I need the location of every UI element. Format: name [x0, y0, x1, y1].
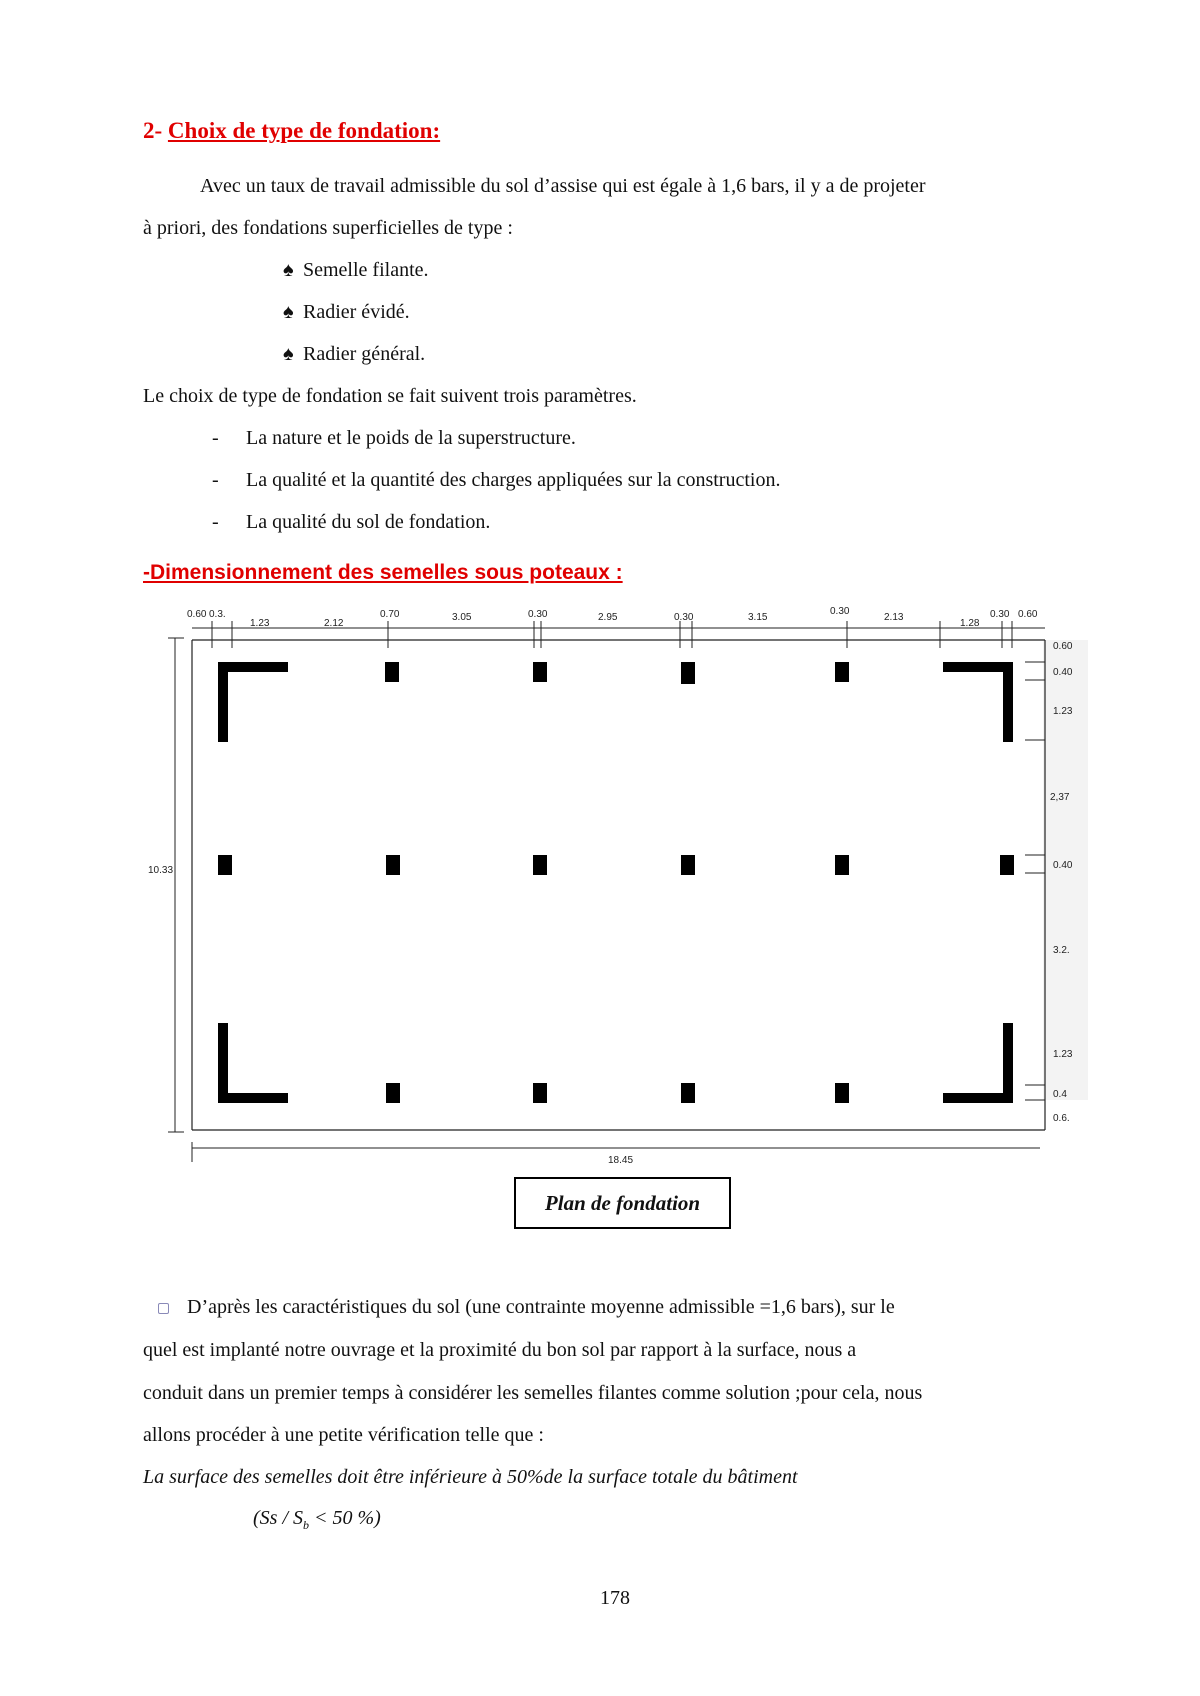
dim-label: 2.12: [324, 618, 344, 629]
column-footing: [681, 662, 695, 684]
dim-label: 0.6.: [1053, 1113, 1070, 1124]
dash-marker: -: [212, 469, 219, 491]
paragraph2-line-2: quel est implanté notre ouvrage et la proximité du bon sol par rapport à la surface, nous a: [143, 1339, 857, 1361]
paragraph2-line-4: allons procéder à une petite vérification telle que :: [143, 1424, 544, 1446]
column-footing: [533, 855, 547, 875]
section-number: 2-: [143, 118, 163, 143]
column-footing: [386, 855, 400, 875]
corner-footing-top-left: [218, 662, 288, 742]
dim-label: 1.23: [250, 618, 270, 629]
page-number: 178: [600, 1587, 630, 1609]
intro-line-2: à priori, des fondations superficielles de type :: [143, 217, 513, 239]
formula-suffix: < 50 %): [309, 1507, 381, 1529]
foundation-type-label: Semelle filante.: [303, 259, 429, 281]
foundation-type-label: Radier évidé.: [303, 301, 410, 323]
choice-sentence: Le choix de type de fondation se fait suivent trois paramètres.: [143, 385, 637, 407]
column-footings: [218, 662, 1014, 1103]
dim-label-bottom: 18.45: [608, 1155, 634, 1166]
dim-label: 3.2.: [1053, 945, 1070, 956]
dim-label: 3.05: [452, 612, 472, 623]
column-footing: [533, 1083, 547, 1103]
spade-icon: ♠: [283, 259, 294, 281]
dim-label: 1.23: [1053, 1049, 1073, 1060]
dim-label: 0.60: [1018, 609, 1038, 620]
plan-caption-text: Plan de fondation: [544, 1190, 701, 1215]
column-footing: [386, 1083, 400, 1103]
dim-label: 0.30: [528, 609, 548, 620]
paragraph2-line-1: [158, 1294, 895, 1320]
foundation-type-label: Radier général.: [303, 343, 426, 365]
column-footing: [218, 855, 232, 875]
paragraph2-text: D’après les caractéristiques du sol (une contrainte moyenne admissible =1,6 bars), sur le: [187, 1296, 895, 1318]
column-footing: [681, 1083, 695, 1103]
spade-icon: ♠: [283, 343, 294, 365]
subheading: -Dimensionnement des semelles sous poteaux :: [143, 561, 623, 584]
corner-footing-top-right: [943, 662, 1013, 742]
dim-label: 2.13: [884, 612, 904, 623]
column-footing: [1000, 855, 1014, 875]
dim-label: 3.15: [748, 612, 768, 623]
paragraph2-line-3: conduit dans un premier temps à considérer les semelles filantes comme solution ;pour cela, nous: [143, 1382, 923, 1404]
parameter-label: La nature et le poids de la superstructure.: [246, 427, 576, 449]
dim-label: 0.70: [380, 609, 400, 620]
dim-label: 1.28: [960, 618, 980, 629]
square-bullet-icon: [158, 1303, 169, 1314]
dim-label: 0.30: [990, 609, 1010, 620]
dim-label: 0.60: [187, 609, 207, 620]
dim-label-left: 10.33: [148, 865, 174, 876]
dim-label: 1.23: [1053, 706, 1073, 717]
condition-formula: [253, 1505, 381, 1538]
intro-line-1: Avec un taux de travail admissible du sol d’assise qui est égale à 1,6 bars, il y a de projeter: [200, 175, 926, 197]
parameter-label: La qualité et la quantité des charges appliquées sur la construction.: [246, 469, 781, 491]
dim-label: 0.60: [1053, 641, 1073, 652]
section-title: Choix de type de fondation:: [167, 118, 441, 143]
formula-prefix: (Ss / S: [253, 1507, 303, 1529]
dash-marker: -: [212, 427, 219, 449]
spade-icon: ♠: [283, 301, 294, 323]
dim-label: 0.40: [1053, 667, 1073, 678]
dim-label: 0.4: [1053, 1089, 1067, 1100]
column-footing: [835, 1083, 849, 1103]
dim-label: 0.40: [1053, 860, 1073, 871]
dim-label: 0.3.: [209, 609, 226, 620]
dim-label: 2,37: [1050, 792, 1070, 803]
dash-marker: -: [212, 511, 219, 533]
column-footing: [835, 662, 849, 682]
column-footing: [533, 662, 547, 682]
column-footing: [835, 855, 849, 875]
column-footing: [385, 662, 399, 682]
corner-footing-bottom-left: [218, 1023, 288, 1103]
corner-footing-bottom-right: [943, 1023, 1013, 1103]
right-dimension-ticks: [1025, 662, 1045, 1100]
parameter-label: La qualité du sol de fondation.: [246, 511, 491, 533]
dim-label: 0.30: [674, 612, 694, 623]
condition-line: La surface des semelles doit être inférieure à 50%de la surface totale du bâtiment: [143, 1466, 798, 1488]
plan-caption: [514, 1177, 731, 1229]
column-footing: [681, 855, 695, 875]
dim-label: 2.95: [598, 612, 618, 623]
dim-label: 0.30: [830, 606, 850, 617]
formula-subscript: b: [303, 1518, 309, 1532]
